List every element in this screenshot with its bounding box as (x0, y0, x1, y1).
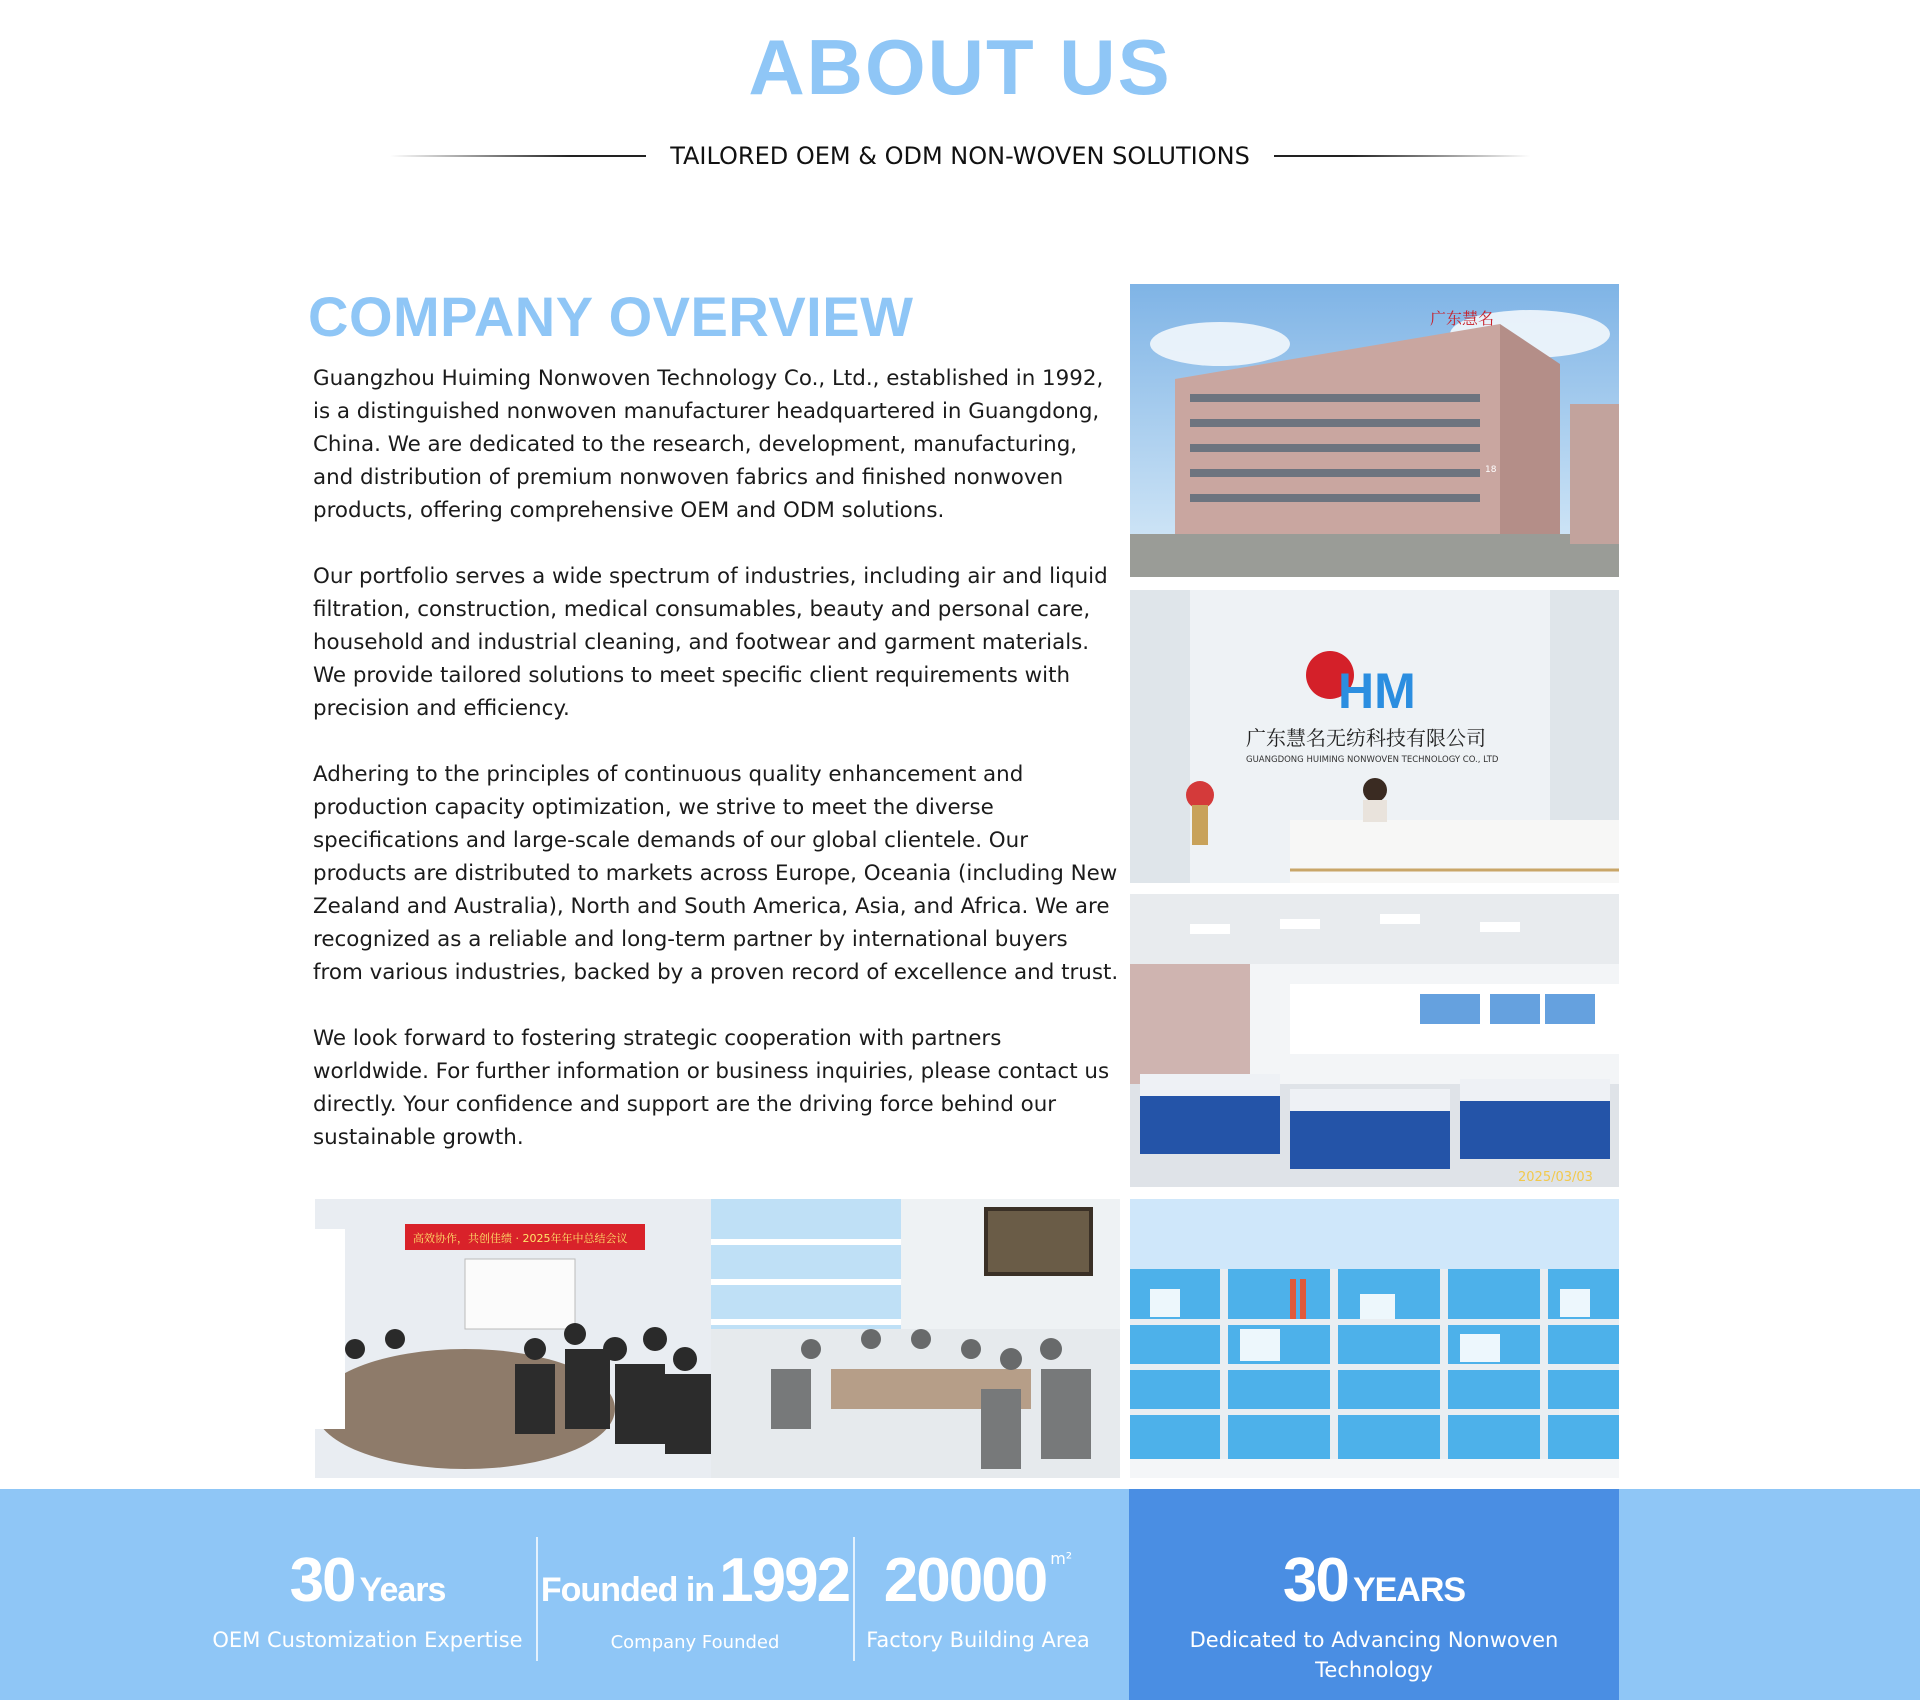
overview-body (313, 362, 1123, 1187)
stat-caption: OEM Customization Expertise (212, 1628, 523, 1652)
tagline-divider-right (1274, 155, 1530, 157)
factory-building-photo (1130, 284, 1619, 577)
office-photo-date: 2025/03/03 (1518, 1170, 1593, 1185)
reception-company-name-cn: 广东慧名无纺科技有限公司 (1246, 726, 1486, 750)
stat-prefix: Founded in (540, 1571, 715, 1609)
stat-oem-expertise (200, 1489, 535, 1700)
stat-number: 30 (289, 1546, 355, 1615)
building-sign: 广东慧名 (1430, 309, 1495, 328)
overview-title: COMPANY OVERVIEW (308, 285, 914, 348)
overview-paragraph: Adhering to the principles of continuous quality enhancement and production capacity optimization, we strive to meet the diverse specifications and large-scale demands of our global clientele. Our products are distributed to markets across Europe, Oceania (including New Zealand and Australia), North and South America, Asia, and Africa. We are recognized as a reliable and long-term partner by international buyers from various industries, backed by a proven record of excellence and trust. (313, 762, 1119, 985)
stat-unit: Years (359, 1571, 446, 1609)
page-title: ABOUT US (748, 23, 1172, 111)
stats-band (0, 1489, 1920, 1700)
stat-founded (537, 1489, 853, 1700)
meeting-photo (315, 1199, 711, 1478)
stat-number: 1992 (719, 1546, 850, 1615)
stat-number: 30 (1282, 1546, 1348, 1615)
showroom-meeting-photo (711, 1199, 1120, 1478)
stat-dedicated-years (1149, 1489, 1599, 1700)
stat-factory-area (854, 1489, 1102, 1700)
stat-caption: Factory Building Area (866, 1628, 1090, 1652)
stat-number: 20000 (883, 1546, 1047, 1615)
building-number: 18 (1485, 465, 1497, 475)
office-photo (1130, 894, 1619, 1187)
overview-paragraph: Our portfolio serves a wide spectrum of industries, including air and liquid filtration, construction, medical consumables, beauty and personal care, household and industrial cleaning, and footwear and garment materials. We provide tailored solutions to meet specific client requirements with precision and efficiency. (313, 564, 1108, 721)
overview-paragraph: We look forward to fostering strategic cooperation with partners worldwide. For further information or business inquiries, please contact us directly. Your confidence and support are the driving force behind our sustainable growth. (313, 1026, 1110, 1150)
tagline-row (390, 138, 1530, 174)
stat-unit: YEARS (1352, 1571, 1466, 1609)
tagline: TAILORED OEM & ODM NON-WOVEN SOLUTIONS (670, 142, 1250, 170)
product-showcase-photo (1130, 1199, 1619, 1478)
tagline-divider-left (390, 155, 646, 157)
overview-paragraph: Guangzhou Huiming Nonwoven Technology Co., Ltd., established in 1992, is a distinguished nonwoven manufacturer headquartered in Guangdong, China. We are dedicated to the research, development, manufacturing, and distribution of premium nonwoven fabrics and finished nonwoven products, offering comprehensive OEM and ODM solutions. (313, 366, 1104, 523)
stat-caption: Company Founded (610, 1632, 780, 1653)
reception-company-name-en: GUANGDONG HUIMING NONWOVEN TECHNOLOGY CO., LTD (1246, 755, 1499, 765)
stat-caption: Dedicated to Advancing Nonwoven Technology (1189, 1628, 1559, 1682)
reception-logo: HM (1338, 663, 1416, 719)
stat-unit-sup: m² (1050, 1549, 1073, 1568)
reception-photo (1130, 590, 1619, 883)
meeting-banner: 高效协作，共创佳绩 · 2025年年中总结会议 (413, 1232, 628, 1245)
